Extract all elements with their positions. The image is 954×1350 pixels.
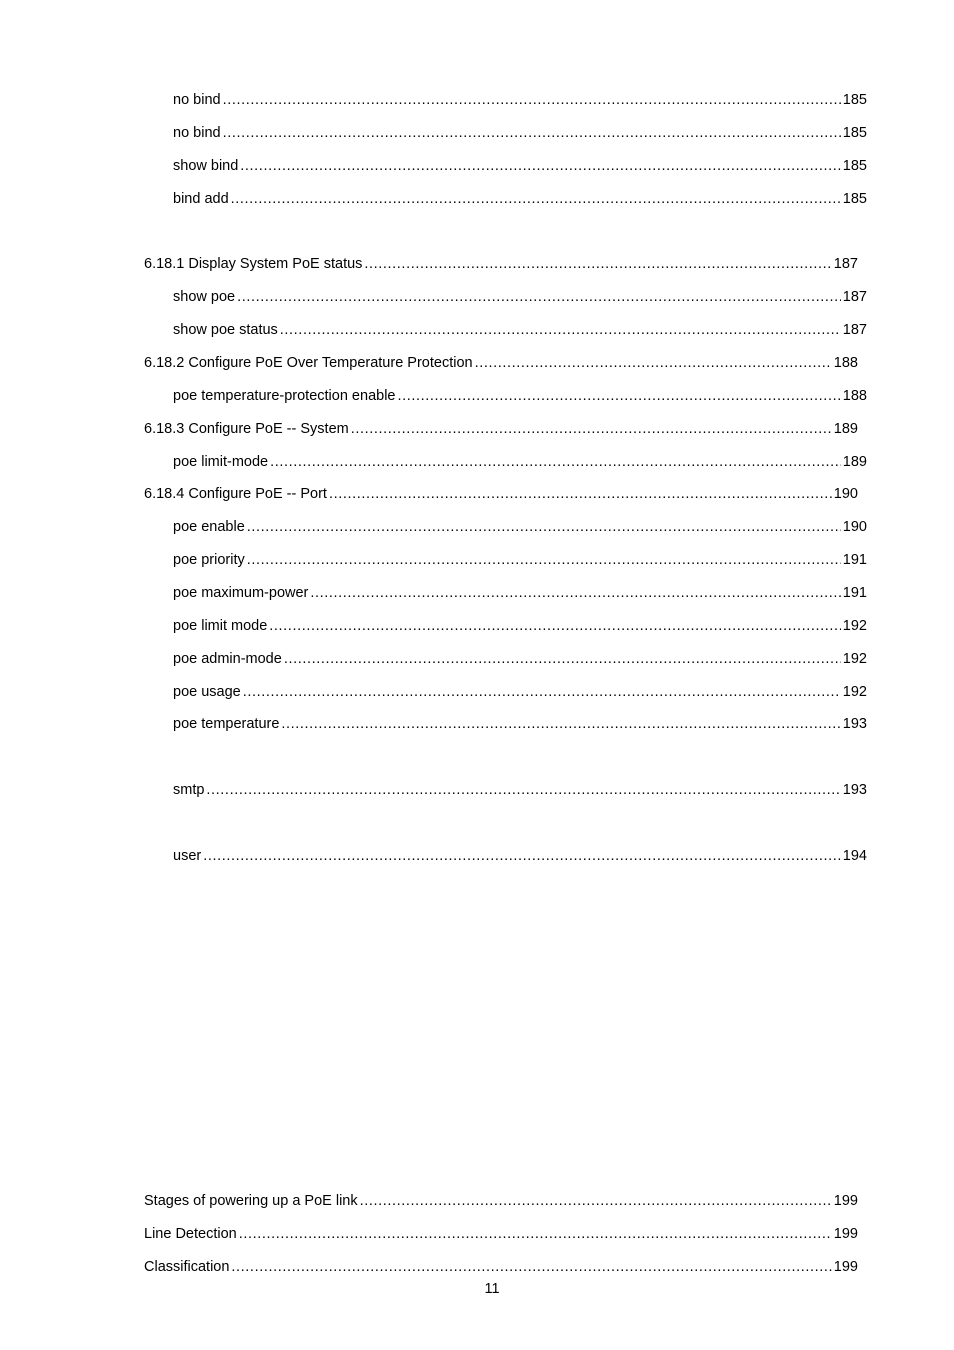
toc-entry-page: 189 bbox=[842, 454, 867, 470]
toc-entry-page: 185 bbox=[842, 125, 867, 141]
toc-leader bbox=[284, 650, 841, 668]
toc-entry[interactable] bbox=[173, 288, 867, 306]
toc-entry-page: 192 bbox=[842, 651, 867, 667]
toc-entry[interactable] bbox=[144, 420, 858, 438]
toc-entry[interactable] bbox=[144, 255, 858, 273]
toc-entry-page: 193 bbox=[842, 782, 867, 798]
toc-entry[interactable] bbox=[173, 683, 867, 701]
toc-leader bbox=[360, 1192, 832, 1210]
toc-entry-title: show bind bbox=[173, 158, 239, 174]
toc-entry[interactable] bbox=[173, 781, 867, 799]
toc-leader bbox=[270, 453, 841, 471]
toc-entry-title: Classification bbox=[144, 1259, 230, 1275]
toc-leader bbox=[231, 1258, 831, 1276]
toc-entry-title: smtp bbox=[173, 782, 205, 798]
toc-entry[interactable] bbox=[173, 453, 867, 471]
toc-entry-title: bind add bbox=[173, 191, 229, 207]
toc-leader bbox=[269, 617, 841, 635]
toc-entry-title: poe temperature bbox=[173, 716, 280, 732]
toc-entry-page: 191 bbox=[842, 552, 867, 568]
toc-leader bbox=[280, 321, 841, 339]
toc-entry-page: 192 bbox=[842, 618, 867, 634]
toc-entry-page: 199 bbox=[833, 1259, 858, 1275]
toc-entry-page: 188 bbox=[842, 388, 867, 404]
toc-entry[interactable] bbox=[144, 1225, 858, 1243]
toc-entry[interactable] bbox=[173, 617, 867, 635]
toc-leader bbox=[243, 683, 841, 701]
toc-leader bbox=[240, 157, 841, 175]
toc-entry[interactable] bbox=[144, 354, 858, 372]
toc-entry-page: 192 bbox=[842, 684, 867, 700]
toc-entry[interactable] bbox=[173, 584, 867, 602]
toc-leader bbox=[247, 551, 841, 569]
toc-leader bbox=[351, 420, 832, 438]
toc-entry-page: 191 bbox=[842, 585, 867, 601]
toc-entry-page: 189 bbox=[833, 421, 858, 437]
toc-entry-title: Line Detection bbox=[144, 1226, 237, 1242]
toc-entry[interactable] bbox=[173, 387, 867, 405]
toc-entry[interactable] bbox=[173, 157, 867, 175]
toc-entry[interactable] bbox=[173, 551, 867, 569]
toc-entry-title: user bbox=[173, 848, 202, 864]
toc-entry-page: 187 bbox=[833, 256, 858, 272]
toc-entry[interactable] bbox=[173, 91, 867, 109]
toc-leader bbox=[206, 781, 840, 799]
toc-entry[interactable] bbox=[173, 518, 867, 536]
toc-entry-title: 6.18.2 Configure PoE Over Temperature Protection bbox=[144, 355, 473, 371]
toc-entry-title: poe limit-mode bbox=[173, 454, 269, 470]
toc-leader bbox=[281, 715, 840, 733]
toc-leader bbox=[203, 847, 841, 865]
toc-entry-page: 185 bbox=[842, 158, 867, 174]
toc-entry-title: 6.18.3 Configure PoE -- System bbox=[144, 421, 349, 437]
toc-entry-page: 190 bbox=[842, 519, 867, 535]
toc-entry-page: 188 bbox=[833, 355, 858, 371]
toc-entry-title: show poe status bbox=[173, 322, 278, 338]
toc-entry-title: show poe bbox=[173, 289, 236, 305]
toc-entry-title: no bind bbox=[173, 125, 221, 141]
toc-entry-page: 190 bbox=[833, 486, 858, 502]
toc-entry-title: no bind bbox=[173, 92, 221, 108]
toc-entry[interactable] bbox=[173, 124, 867, 142]
toc-entry[interactable] bbox=[173, 650, 867, 668]
toc-entry-title: poe usage bbox=[173, 684, 241, 700]
toc-entry[interactable] bbox=[173, 321, 867, 339]
toc-leader bbox=[329, 485, 832, 503]
toc-entry-page: 199 bbox=[833, 1193, 858, 1209]
toc-entry-title: poe limit mode bbox=[173, 618, 268, 634]
toc-leader bbox=[247, 518, 841, 536]
toc-entry-page: 193 bbox=[842, 716, 867, 732]
toc-entry-title: poe admin-mode bbox=[173, 651, 282, 667]
toc-entry[interactable] bbox=[173, 847, 867, 865]
toc-entry-title: poe maximum-power bbox=[173, 585, 309, 601]
toc-entry-page: 199 bbox=[833, 1226, 858, 1242]
toc-entry-title: Stages of powering up a PoE link bbox=[144, 1193, 358, 1209]
toc-entry-title: 6.18.4 Configure PoE -- Port bbox=[144, 486, 327, 502]
toc-entry[interactable] bbox=[144, 485, 858, 503]
toc-entry-title: 6.18.1 Display System PoE status bbox=[144, 256, 363, 272]
toc-leader bbox=[231, 190, 841, 208]
toc-entry[interactable] bbox=[144, 1258, 858, 1276]
toc-entry-title: poe enable bbox=[173, 519, 245, 535]
toc-entry[interactable] bbox=[173, 715, 867, 733]
toc-entry-page: 185 bbox=[842, 191, 867, 207]
page-number: 11 bbox=[484, 1281, 500, 1297]
toc-leader bbox=[237, 288, 841, 306]
toc-leader bbox=[223, 124, 841, 142]
toc-leader bbox=[223, 91, 841, 109]
toc-entry[interactable] bbox=[173, 190, 867, 208]
toc-leader bbox=[239, 1225, 832, 1243]
toc-entry-page: 187 bbox=[842, 322, 867, 338]
toc-leader bbox=[397, 387, 840, 405]
toc-entry[interactable] bbox=[144, 1192, 858, 1210]
toc-leader bbox=[364, 255, 831, 273]
toc-entry-title: poe temperature-protection enable bbox=[173, 388, 396, 404]
toc-entry-title: poe priority bbox=[173, 552, 245, 568]
toc-entry-page: 194 bbox=[842, 848, 867, 864]
toc-leader bbox=[310, 584, 840, 602]
toc-entry-page: 185 bbox=[842, 92, 867, 108]
toc-leader bbox=[475, 354, 832, 372]
toc-entry-page: 187 bbox=[842, 289, 867, 305]
